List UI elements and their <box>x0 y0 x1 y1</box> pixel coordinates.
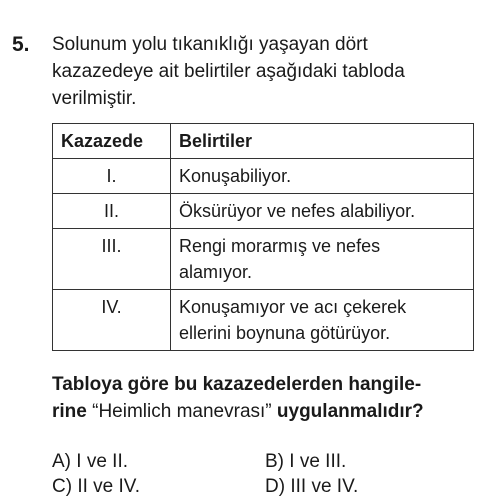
header-victim: Kazazede <box>53 124 171 159</box>
table-row <box>53 159 474 194</box>
victim-cell: IV. <box>53 290 171 351</box>
question-stem <box>52 31 482 112</box>
symptom-line: ellerini boynuna götürüyor. <box>179 323 391 343</box>
prompt-line-2 <box>52 398 482 425</box>
prompt-line-1: Tabloya göre bu kazazedelerden hangile- <box>52 374 422 395</box>
symptom-line: Konuşamıyor ve acı çekerek <box>179 297 407 317</box>
symptom-cell <box>171 290 474 351</box>
question-number: 5. <box>12 33 30 56</box>
symptom-cell <box>171 229 474 290</box>
table-header-row <box>53 124 474 159</box>
symptom-cell <box>171 159 474 194</box>
prompt-quoted-term: “Heimlich manevrası” <box>86 401 277 422</box>
symptom-line: Konuşabiliyor. <box>179 166 292 186</box>
question-prompt <box>52 371 482 425</box>
symptom-line: Rengi morarmış ve nefes <box>179 236 381 256</box>
option-d[interactable]: D) III ve IV. <box>265 476 359 497</box>
victim-cell: I. <box>53 159 171 194</box>
option-b[interactable]: B) I ve III. <box>265 451 347 472</box>
symptoms-table <box>52 123 474 351</box>
option-c[interactable]: C) II ve IV. <box>52 476 140 497</box>
symptom-line: Öksürüyor ve nefes alabiliyor. <box>179 201 416 221</box>
table-row <box>53 229 474 290</box>
symptom-line: alamıyor. <box>179 262 253 282</box>
table-row <box>53 194 474 229</box>
header-symptoms: Belirtiler <box>171 124 474 159</box>
question-stem-line-3: verilmiştir. <box>52 88 137 109</box>
option-a[interactable]: A) I ve II. <box>52 451 129 472</box>
question-stem-line-1: Solunum yolu tıkanıklığı yaşayan dört <box>52 34 368 55</box>
victim-cell: III. <box>53 229 171 290</box>
symptom-cell <box>171 194 474 229</box>
prompt-bold-start: rine <box>52 401 87 422</box>
question-stem-line-2: kazazedeye ait belirtiler aşağıdaki tabloda <box>52 61 405 82</box>
prompt-bold-end: uygulanmalıdır? <box>276 401 424 422</box>
table-row <box>53 290 474 351</box>
victim-cell: II. <box>53 194 171 229</box>
